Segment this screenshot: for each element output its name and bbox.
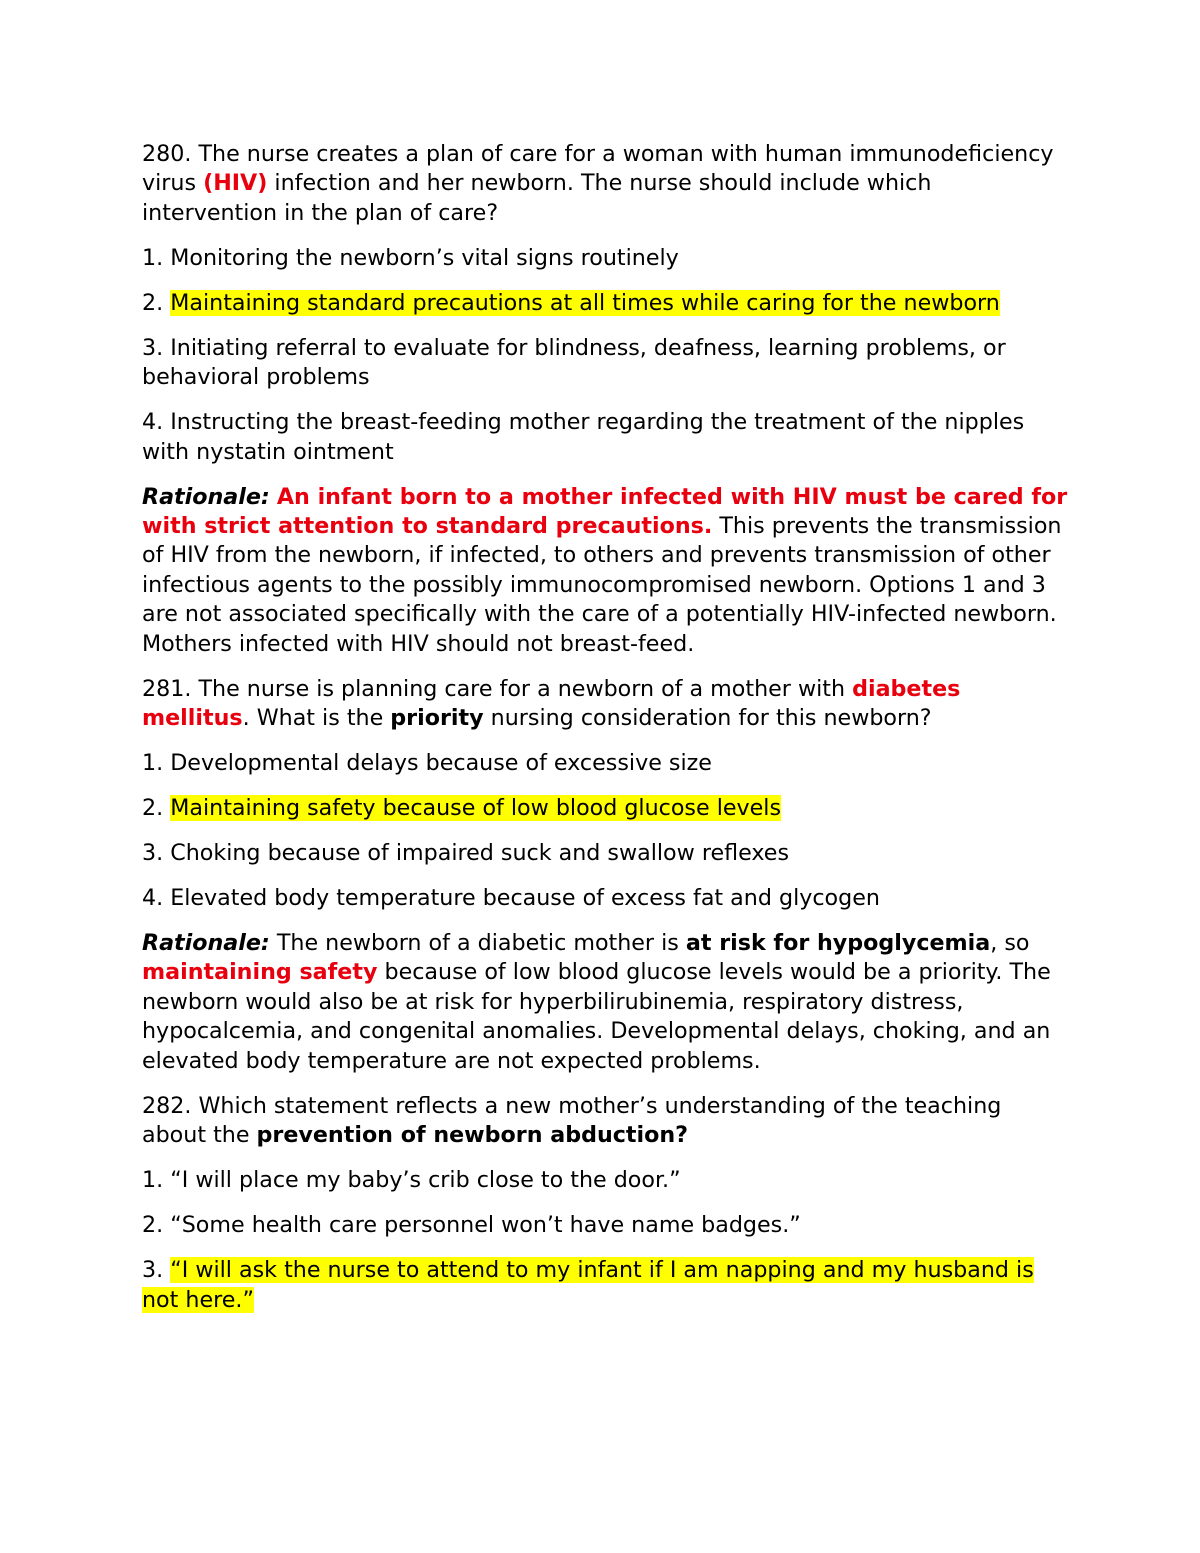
q281-option-3: 3. Choking because of impaired suck and swallow reflexes — [142, 840, 790, 867]
q280-rationale-key: An infant born to a mother infected with HIV must be cared for with strict attention to standard precautions. — [142, 483, 1068, 540]
q282-option-3-answer-highlight: “I will ask the nurse to attend to my infant if I am napping and my husband is not here.” — [142, 1257, 1034, 1313]
q281-stem-text-mid: . What is the — [242, 705, 391, 732]
q280-option-2 — [142, 289, 1072, 318]
q280-option-1: 1. Monitoring the newborn’s vital signs routinely — [142, 244, 679, 271]
q281-rationale-text-mid: , so — [990, 930, 1030, 957]
q282-stem-text: 282. Which statement reflects a new mother’s understanding of the teaching about the — [142, 1092, 1002, 1149]
q280-stem-hiv: (HIV) — [203, 170, 268, 197]
document-body — [142, 140, 1072, 1331]
q281-rationale-text: The newborn of a diabetic mother is — [269, 930, 686, 957]
q281-stem-condition: diabetes mellitus — [142, 675, 961, 732]
q282-stem — [142, 1092, 1072, 1151]
q282-option-2: 2. “Some health care personnel won’t have name badges.” — [142, 1212, 801, 1239]
q281-rationale-label: Rationale: — [142, 930, 270, 957]
q280-rationale-label: Rationale: — [142, 483, 270, 510]
q281-stem-priority: priority — [390, 705, 484, 732]
q280-stem-text: 280. The nurse creates a plan of care for a woman with human immunodeficiency virus — [142, 141, 1054, 197]
q280-option-2-number: 2. — [142, 289, 171, 316]
q281-rationale — [142, 929, 1072, 1076]
q281-stem-text: 281. The nurse is planning care for a newborn of a mother with — [142, 675, 853, 702]
q280-rationale-text: This prevents the transmission of HIV from the newborn, if infected, to others and prevents transmission of other infectious agents to the possibly immunocompromised newborn. Options 1 and 3 are not associated specifically with the care of a potentially HIV-infected newborn. Mothers infected with HIV should not breast-feed. — [142, 513, 1062, 657]
q280-stem — [142, 140, 1072, 228]
q280-option-3: 3. Initiating referral to evaluate for blindness, deafness, learning problems, or behavioral problems — [142, 334, 1006, 391]
q282-option-3-number: 3. — [142, 1257, 171, 1284]
q281-stem — [142, 675, 1072, 734]
q281-rationale-risk: at risk for hypoglycemia — [685, 930, 991, 957]
q281-stem-text-end: nursing consideration for this newborn? — [483, 705, 932, 732]
q281-rationale-text-end: because of low blood glucose levels would be a priority. The newborn would also be at risk for hyperbilirubinemia, respiratory distress, hypocalcemia, and congenital anomalies. Developmental delays, choking, and an elevated body temperature are not expected problems. — [142, 959, 1051, 1074]
q280-stem-text-end: infection and her newborn. The nurse should include which intervention in the plan of care? — [142, 170, 932, 226]
q281-option-2-answer-highlight: Maintaining safety because of low blood glucose levels — [170, 795, 782, 822]
q282-option-3 — [142, 1256, 1072, 1315]
q281-option-4: 4. Elevated body temperature because of excess fat and glycogen — [142, 885, 880, 912]
q281-option-2 — [142, 794, 1072, 823]
q281-option-1: 1. Developmental delays because of excessive size — [142, 750, 712, 777]
q281-option-2-number: 2. — [142, 795, 171, 822]
q280-option-4: 4. Instructing the breast-feeding mother regarding the treatment of the nipples with nystatin ointment — [142, 409, 1025, 465]
q281-rationale-safety: maintaining safety — [142, 959, 378, 986]
q282-stem-topic: prevention of newborn abduction? — [256, 1122, 689, 1149]
q280-rationale — [142, 483, 1072, 659]
q282-option-1: 1. “I will place my baby’s crib close to the door.” — [142, 1167, 681, 1194]
q280-option-2-answer-highlight: Maintaining standard precautions at all times while caring for the newborn — [170, 289, 1000, 316]
